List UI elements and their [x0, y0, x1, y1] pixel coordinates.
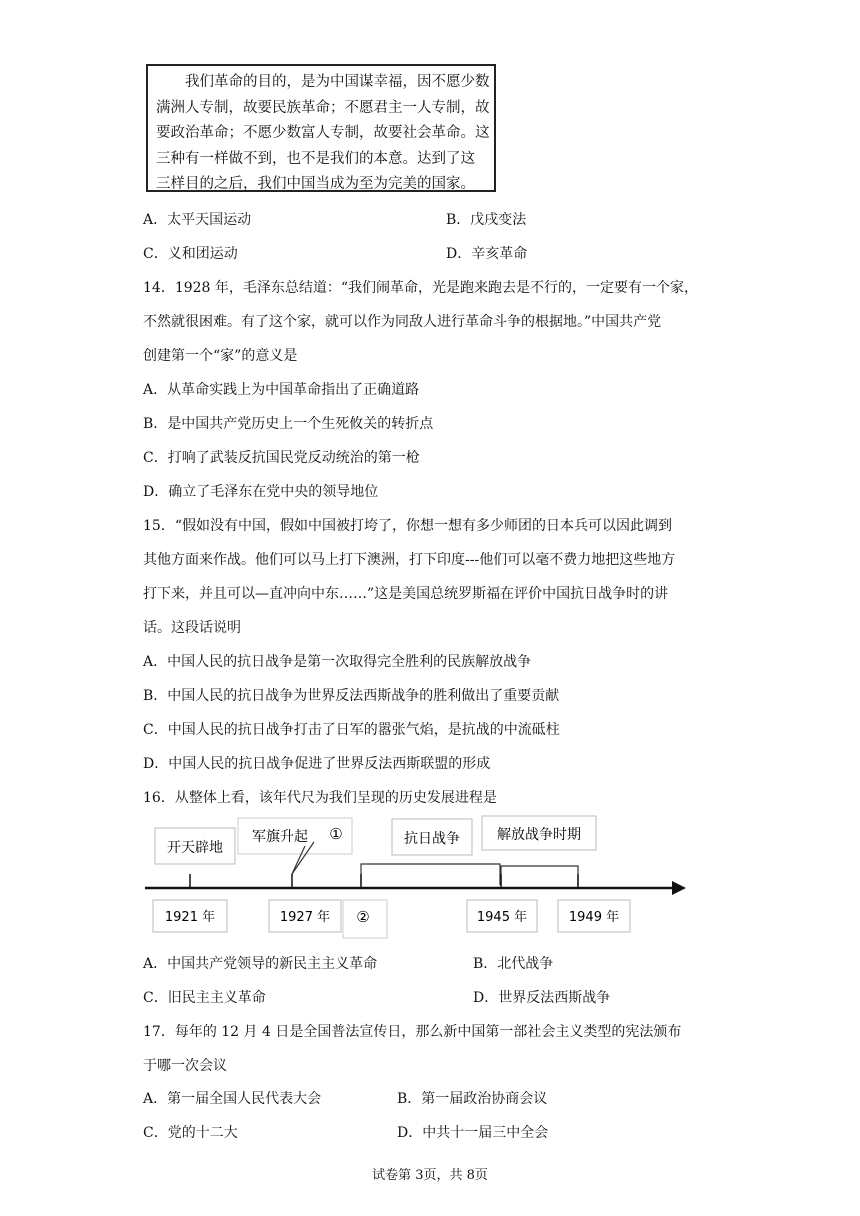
q17-option-a[interactable]: A．第一届全国人民代表大会 — [143, 1091, 322, 1107]
year-label-circle-2: ② — [356, 908, 370, 926]
q14-option-b[interactable]: B．是中国共产党历史上一个生死攸关的转折点 — [143, 416, 434, 432]
q16-stem-line: 16．从整体上看，该年代尺为我们呈现的历史发展进程是 — [143, 790, 497, 806]
timeline-label-junqi: 军旗升起 — [252, 829, 308, 845]
q14-option-c[interactable]: C．打响了武装反抗国民党反动统治的第一枪 — [143, 450, 420, 466]
timeline-label-jiefang: 解放战争时期 — [497, 827, 581, 843]
q14-stem-line: 不然就很困难。有了这个家，就可以作为同敌人进行革命斗争的根据地。”中国共产党 — [143, 314, 662, 330]
q13-option-a[interactable]: A．太平天国运动 — [143, 212, 252, 228]
q14-option-d[interactable]: D．确立了毛泽东在党中央的领导地位 — [143, 484, 379, 500]
q14-option-a[interactable]: A．从革命实践上为中国革命指出了正确道路 — [143, 382, 420, 398]
quote-box — [146, 64, 496, 192]
page-footer: 试卷第 3页，共 8页 — [372, 1168, 488, 1183]
q15-stem-line: 15．“假如没有中国，假如中国被打垮了，你想一想有多少师团的日本兵可以因此调到 — [143, 518, 672, 534]
q15-stem-line: 其他方面来作战。他们可以马上打下澳洲，打下印度---他们可以毫不费力地把这些地方 — [143, 552, 676, 568]
quote-line: 要政治革命；不愿少数富人专制，故要社会革命。这 — [156, 125, 490, 141]
timeline-label-kangri: 抗日战争 — [404, 831, 460, 847]
timeline-figure — [140, 812, 700, 940]
timeline-arrow — [672, 881, 686, 895]
q15-stem-line: 话。这段话说明 — [143, 620, 241, 636]
year-label-1927: 1927 年 — [279, 910, 331, 925]
q13-option-c[interactable]: C．义和团运动 — [143, 246, 238, 262]
q17-option-c[interactable]: C．党的十二大 — [143, 1125, 238, 1141]
q16-option-b[interactable]: B．北代战争 — [473, 956, 554, 972]
timeline-label-kaitian: 开天辟地 — [167, 840, 223, 856]
q14-stem-line: 创建第一个“家”的意义是 — [143, 348, 298, 364]
q15-option-a[interactable]: A．中国人民的抗日战争是第一次取得完全胜利的民族解放战争 — [143, 654, 532, 670]
q17-stem-line: 于哪一次会议 — [143, 1058, 227, 1074]
year-label-1945: 1945 年 — [476, 910, 528, 925]
q14-stem-line: 14．1928 年，毛泽东总结道：“我们闹革命，光是跑来跑去是不行的，一定要有一个家， — [143, 280, 699, 296]
quote-line: 我们革命的目的，是为中国谋幸福，因不愿少数 — [156, 74, 490, 90]
bracket-jiefang — [501, 866, 578, 885]
q16-option-a[interactable]: A．中国共产党领导的新民主主义革命 — [143, 956, 378, 972]
q16-option-c[interactable]: C．旧民主主义革命 — [143, 990, 266, 1006]
quote-line: 三样目的之后，我们中国当成为至为完美的国家。 — [156, 176, 475, 192]
quote-line: 三种有一样做不到，也不是我们的本意。达到了这 — [156, 150, 475, 167]
quote-line: 满洲人专制，故要民族革命；不愿君主一人专制，故 — [156, 99, 490, 116]
q17-option-d[interactable]: D．中共十一届三中全会 — [397, 1125, 549, 1141]
bracket-kangri — [361, 864, 500, 885]
timeline-label-circle-1: ① — [329, 825, 343, 843]
q15-option-d[interactable]: D．中国人民的抗日战争促进了世界反法西斯联盟的形成 — [143, 756, 491, 772]
q17-stem-line: 17．每年的 12 月 4 日是全国普法宣传日，那么新中国第一部社会主义类型的宪法颁布 — [143, 1024, 682, 1040]
year-label-1921: 1921 年 — [164, 910, 216, 925]
q16-option-d[interactable]: D．世界反法西斯战争 — [473, 990, 611, 1006]
q15-option-b[interactable]: B．中国人民的抗日战争为世界反法西斯战争的胜利做出了重要贡献 — [143, 688, 560, 704]
q15-stem-line: 打下来，并且可以—直冲向中东……”这是美国总统罗斯福在评价中国抗日战争时的讲 — [143, 586, 669, 602]
q17-option-b[interactable]: B．第一届政治协商会议 — [397, 1091, 548, 1107]
year-label-1949: 1949 年 — [568, 910, 620, 925]
q15-option-c[interactable]: C．中国人民的抗日战争打击了日军的嚣张气焰，是抗战的中流砥柱 — [143, 722, 560, 738]
q13-option-b[interactable]: B．戊戌变法 — [446, 212, 527, 228]
q13-option-d[interactable]: D．辛亥革命 — [446, 246, 528, 262]
